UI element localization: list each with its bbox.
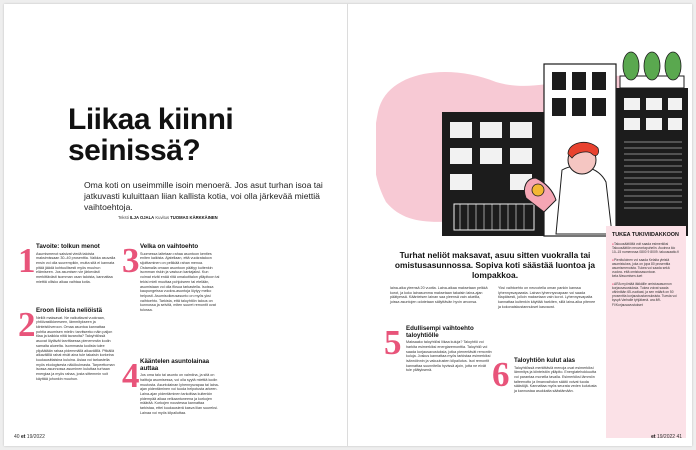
page-number: 41 — [676, 434, 682, 440]
tip-5 — [384, 323, 492, 430]
tip-title: Kääntelen asuntolainaa auttaa — [140, 358, 210, 372]
tip-6 — [492, 355, 600, 432]
page-number: 40 — [14, 434, 20, 440]
tip-body: Maksaako taloyhtiösi liikaa kuluja? Taloyhtiö voi harkita esimerkiksi energiaremonttia. Taloyhtiö voi saada korjausavustuksia, jotka pienentävät remontin kuluja. Joskus kannattaa myös tarkistaa esimerkiksi isännöinnin ja vakuutusten kilpailutus. Isot remontit kannattaa suunnitella hyvissä ajoin, jotta ne eivät tule yllätyksenä. — [406, 340, 492, 373]
sidebar-item: ● Takuusäätiöltä voit saada esimerkiksi Takuusäätiön neuvontapuhelin. Avoinna klo 10–15 numerossa 0800 9 8009. takuusaatio.fi — [612, 242, 681, 255]
tip-title: Edullisempi vaihtoehto taloyhtiölle — [406, 325, 474, 339]
tip-body: Neliöt maksavat. Ne vaikuttavat vuokraan, yhtiövastikkeeseen, lämmitykseen ja kiinteistöveroon. Omaa asuntoa kannattaa pohtia asumisen mielin: tarvitseeko näin paljon tilaa ja kaikkia niitä tavaroita? Taloyhtiössä asuvat löytävät tarvittaessa pienemmän kodin samalta alueelta. Isommasta kodista tulee ylipäätään rahaa pidemmällä aikavälillä. Pitkällä aikavälillä rahat eivät aina tule takaisin korkeina kuukausittaisina kuluina. Asiaa voi tarkastella myös ekologisesta näkökulmasta. Tarpeettoman isossa asunnossa asuminen kuluttaa turhaan energiaa ja myös rahaa, josta sittemmin voit käyttää johonkin muuhun. — [36, 315, 115, 381]
potted-plants-icon — [620, 52, 684, 88]
pull-quote: Turhat neliöt maksavat, asuu sitten vuokralla tai omistusasunnossa. Sopiva koti säästää luontoa ja lompakkoa. — [394, 250, 596, 280]
coin-icon — [532, 184, 544, 196]
credit-illustrator: TUOMAS KÄRKKÄINEN — [170, 215, 218, 220]
tip-number: 2 — [18, 305, 36, 344]
tip-title: Velka on vaihtoehto — [140, 243, 199, 250]
sidebar-item: ● Pienituloinen voi saada Kelalta yleistä asumistukea, joka on jopa 80 prosenttia asumismenoista. Tukea voi saada sekä vuokra- että omistusasuntoon. kela.fi/asumisen-tuet — [612, 258, 681, 279]
tip-1 — [18, 241, 116, 302]
tip-2 — [18, 305, 116, 432]
house-illustration — [376, 42, 692, 238]
tip-title: Eroon liioista neliöistä — [36, 307, 103, 314]
credit-writer: ILJA OJALA — [129, 215, 155, 220]
folio-right — [651, 434, 682, 440]
tip-number: 6 — [492, 355, 510, 394]
tip-body: Suomessa laitetaan rahaa asuntoon kenties eniten kaikista. Ajatellaan, että vuokrataloon sijoittaminen on pelkkää rahan menoa. Ostamalla omaan asuntoon päätyy kuitenkin isomman riskin ja vastuun kantajaksi. Kun voimat eivät enää riitä omakotitalon ylläpitoon tai tekisi mieli muuttaa pohjoiseen tai etelään, asumistaan voi olla fiksua tarkastella. Isoissa kaupungeissa vuokra-asuntoja löytyy melko helposti. Asumisoikeusasunto on myös yksi vaihtoehto. Tarkista, että taloyhtiön talous on kunnossa ja selvitä, miten suuret remontit ovat tulossa. — [140, 251, 220, 313]
magazine-logo: et — [20, 434, 26, 440]
tip-number: 3 — [122, 241, 140, 280]
issue: 19/2022 — [26, 434, 45, 440]
tip-number: 1 — [18, 241, 36, 280]
lede: Oma koti on useimmille isoin menoerä. Jos asut turhan isoa tai jatkuvasti kuluittaan liian kallista kotia, voi olla järkevää miettiä vaihtoehtoja. — [84, 180, 323, 212]
tip-3 — [122, 241, 220, 350]
building-right — [616, 88, 688, 236]
tip-number: 5 — [384, 323, 402, 362]
credit-illustration-label: Kuvitus — [155, 215, 170, 220]
tip-number: 4 — [122, 356, 140, 395]
magazine-logo: et — [651, 434, 656, 440]
tip-body: Asumismenot saisivat viedä taloista maksimissaan 30–40 prosenttia. Vaikka asuvalla ensin voi olla suurempikin, mutta sitä ei kannata pitää jäädä kohtuullisesti myös muuhun elämiseen. Jos asumisen vie järkevästi merkittävästi isomman osan taloista, kannattaa miettiä ollisko alkaa vaihtaa kotia. — [36, 251, 116, 284]
sidebar-item: ● ARA myöntää iäkkäille omistusasunnon korjausavustuksia. Tukea voivat saada vähintään 65-vuotiaat, ja sen määrä on 50 prosenttia korjauskustannuksista. Tuesta voi kysyä Varhalle tyhjäkenä. ara.fi/fi-FI/Korjausavustukset — [612, 282, 681, 307]
body-column-2: Yksi vaihtoehto on neuvotella oman pankin kanssa lyhennysvapaasta. Lainan lyhennysvapaan voi saada tilapäisesti, jolloin maksetaan vain korot. Lyhennysvapaita kannattaa kuitenkin käyttää harkiten, sillä laina-aika pitenee ja kokonaiskustannukset kasvavat. — [498, 286, 596, 309]
tip-title: Taloyhtiön kulut alas — [514, 357, 576, 364]
tip-body: Jos oma talo tai asunto on valmiina, ja sitä on haittoja asumisessa, voi olla syytä miettiä kodin muutosta. Asuntolainan lyhennysvapaa tai laina-ajan pidentäminen voi tuoda helpotusta arkeen. Laina-ajan pidentäminen tarkoittaa kuitenkin pidempää aikaa velkaantuneena ja korkojen määrää. Korkojen noustessa kannattaa tarkistaa, ettei kuukausierä kasva liian suureksi. Lainaa voi myös kilpailuttaa. — [140, 373, 219, 415]
magazine-spread — [4, 4, 692, 446]
tip-title: Tavoite: tolkun menot — [36, 243, 100, 250]
sidebar-box — [606, 226, 686, 438]
folio-left — [14, 434, 45, 440]
credit-text-label: Teksti — [118, 215, 129, 220]
body-column-1: laina-aika yleensä 20 vuotta. Laina-aikaa maksetaan pelkkä korot, ja koko lainasumma maksetaan takaisin laina-ajan päätyessä. Käänteisen lainan saa yleensä vain alueilla, joissa asuntojen odotetaan säilyttävän hyvin arvonsa. — [390, 286, 488, 305]
tip-body: Taloyhtiössä merkittäviä menoja ovat esimerkiksi lämmitys ja kiinteistön ylläpito. Energiatehokkuutta voi parantaa monella tavalla. Esimerkiksi lämmön talteenotto ja ilmanvaihdon säätö voivat tuoda säästöjä. Kannattaa myös seurata veden kulutusta ja kannustaa asukkaita säästämään. — [514, 365, 597, 394]
right-page — [348, 4, 692, 446]
sidebar-title: TUKEA TUKIVIIDAKKOON — [612, 232, 679, 238]
headline: Liikaa kiinni seinissä? — [68, 103, 234, 167]
issue: 19/2022 — [656, 434, 676, 440]
credits — [118, 215, 338, 220]
left-page — [4, 4, 348, 446]
tip-4 — [122, 356, 220, 433]
